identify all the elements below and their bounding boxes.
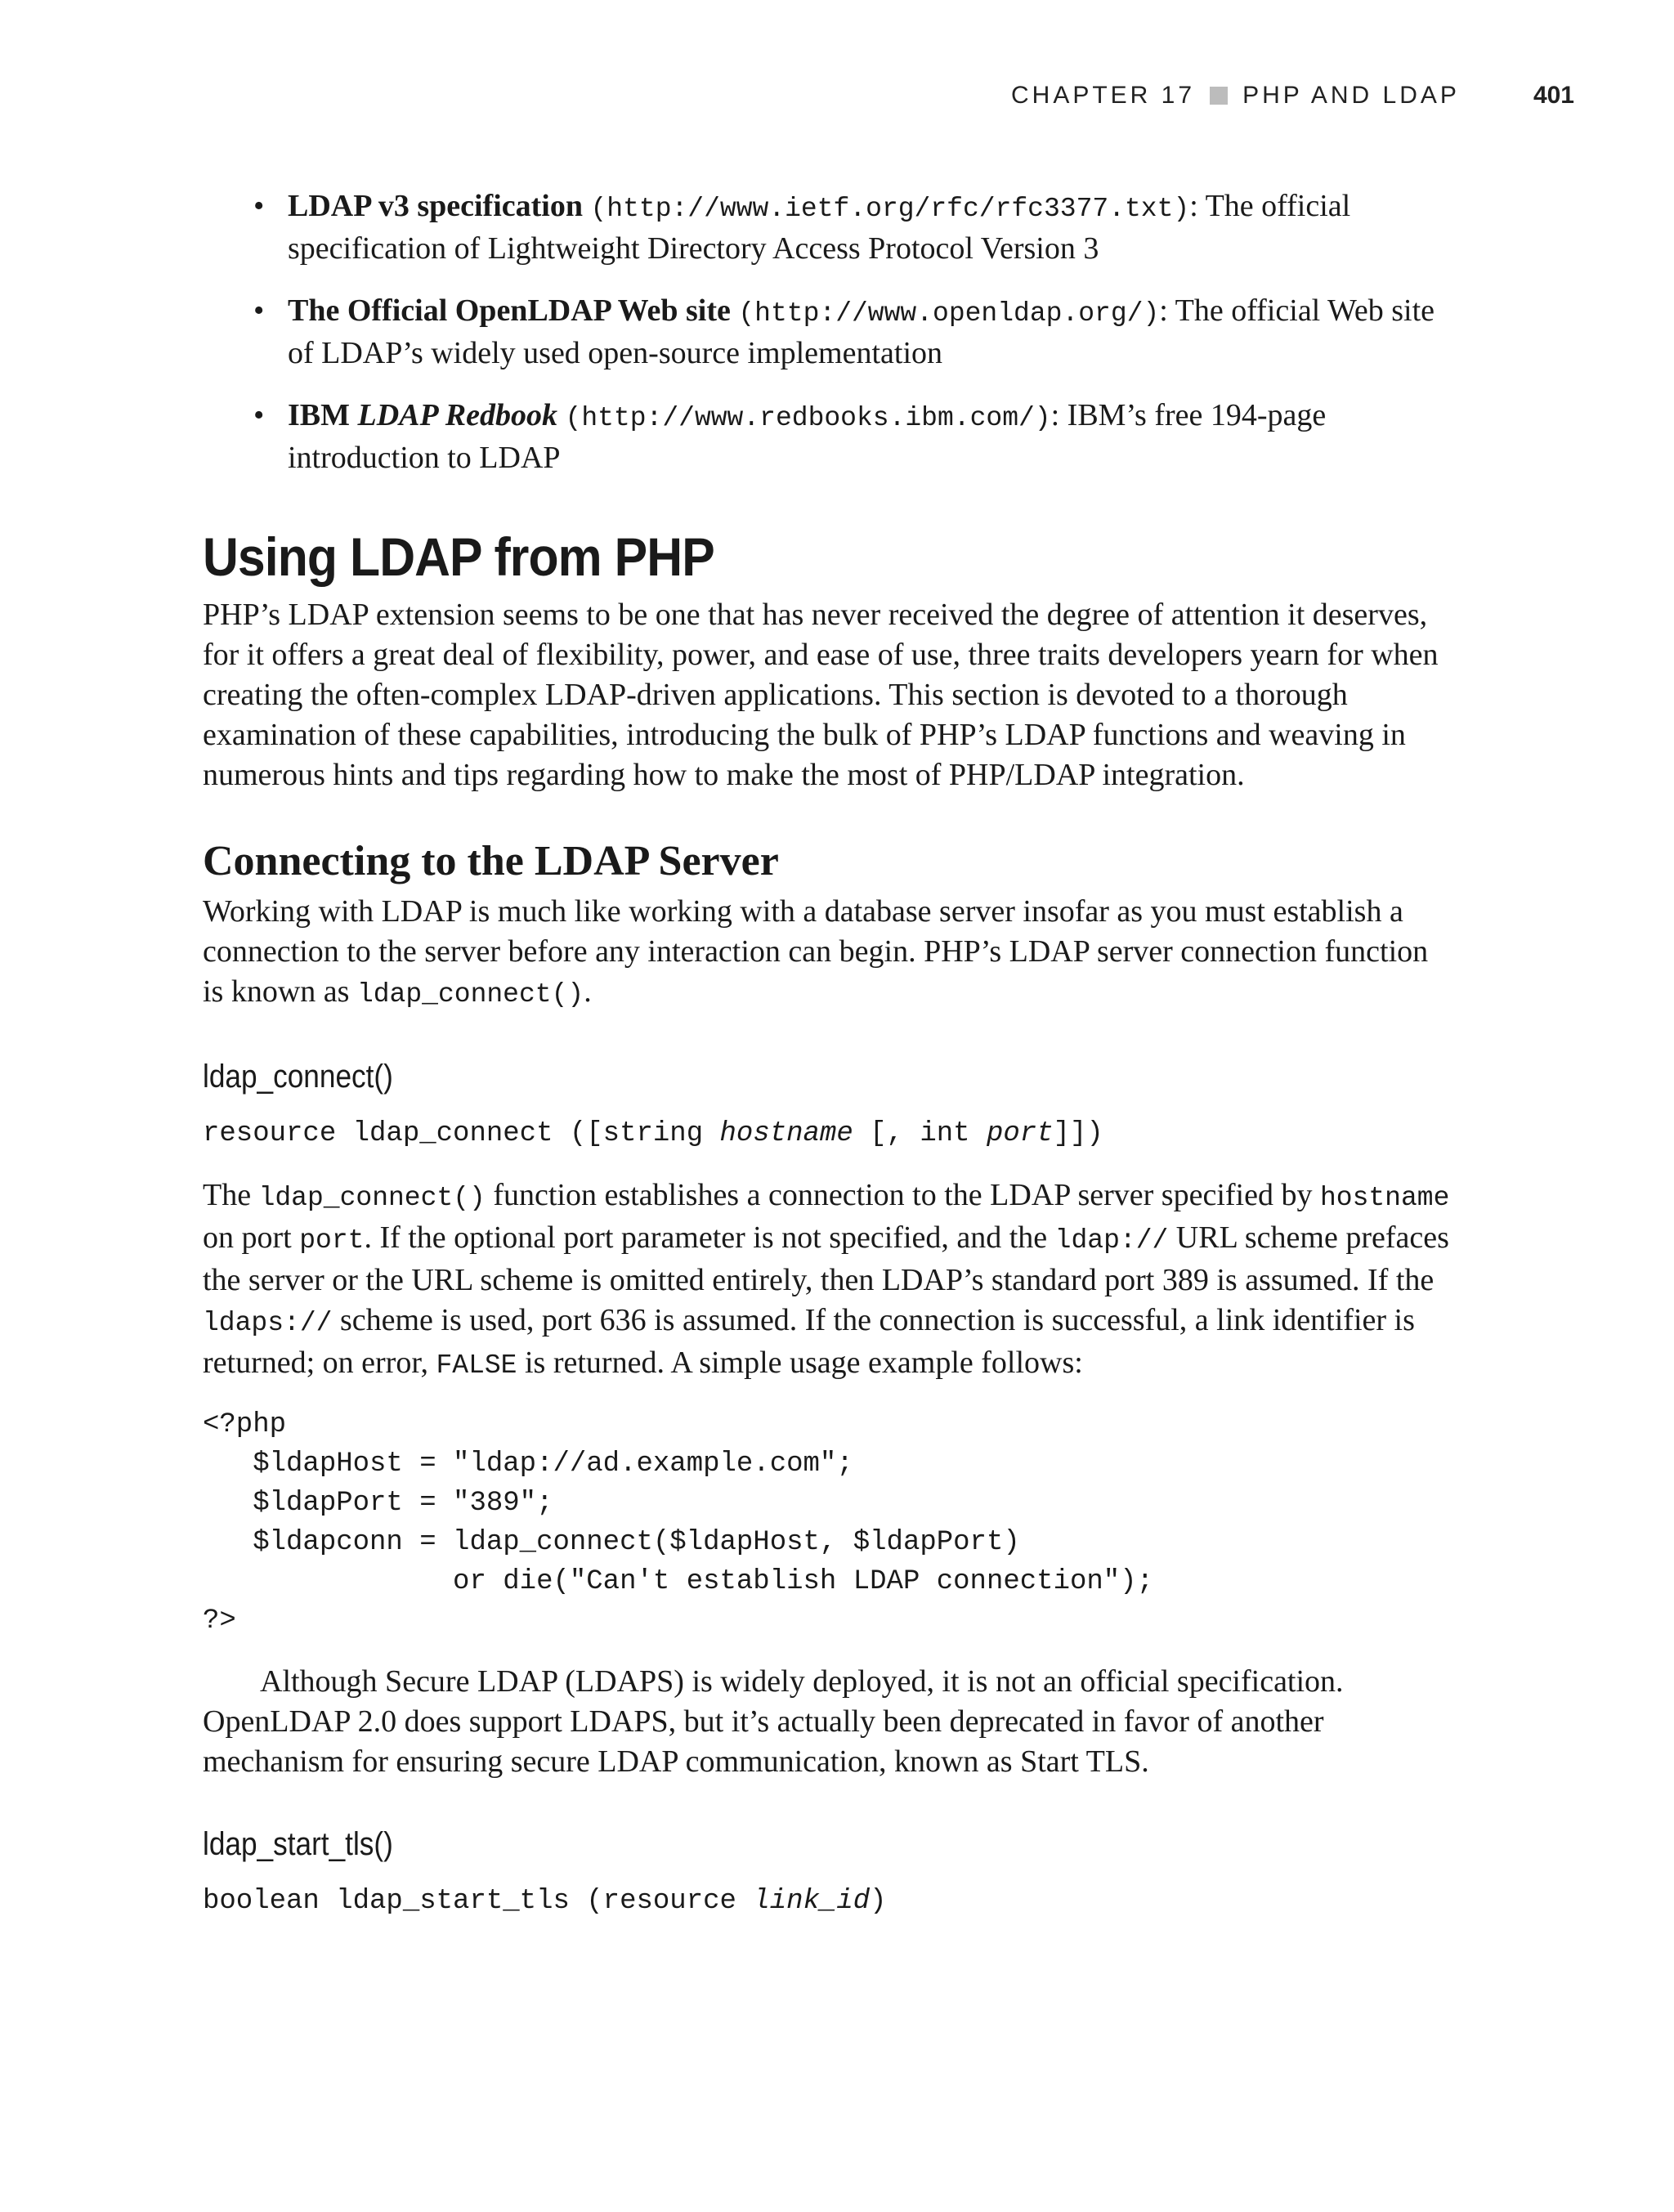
function-heading-ldap-start-tls: ldap_start_tls()	[203, 1825, 393, 1862]
page-number: 401	[1533, 82, 1574, 109]
header-separator-square	[1210, 87, 1228, 105]
function-heading-ldap-connect: ldap_connect()	[203, 1058, 393, 1095]
function-description: The ldap_connect() function establishes a connection to the LDAP server specified by hostname on port port. If the optional port parameter is not specified, and the ldap:// URL scheme prefaces the server or the URL scheme is omitted entirely, then LDAP’s standard port 389 is assumed. If the ldaps:// scheme is used, port 636 is assumed. If the connection is successful, a link identifier is returned; on error, FALSE is returned. A simple usage example follows:	[203, 1177, 1450, 1381]
running-header	[1011, 82, 1574, 110]
list-item	[203, 396, 1455, 478]
reference-url: (http://www.redbooks.ibm.com/)	[565, 403, 1051, 433]
section-intro: PHP’s LDAP extension seems to be one that has never received the degree of attention it deserves, for it offers a great deal of flexibility, power, and ease of use, three traits developers yearn for when creating the often-complex LDAP-driven applications. This section is devoted to a thorough examination of these capabilities, introducing the bulk of PHP’s LDAP functions and weaving in numerous hints and tips regarding how to make the most of PHP/LDAP integration.	[203, 597, 1439, 792]
list-item	[203, 186, 1455, 269]
bullet-icon: •	[253, 293, 265, 328]
subsection-text: Working with LDAP is much like working with a database server insofar as you must establish a connection to the server before any interaction can begin. PHP’s LDAP server connection function is known as ldap_connect().	[203, 893, 1429, 1010]
reference-title-prefix: IBM	[288, 398, 358, 432]
section-heading: Using LDAP from PHP	[203, 526, 714, 587]
bullet-icon: •	[253, 189, 265, 223]
chapter-title: PHP AND LDAP	[1242, 82, 1460, 109]
reference-title: The Official OpenLDAP Web site	[288, 293, 731, 328]
function-signature-ldap-connect: resource ldap_connect ([string hostname [, int port]])	[203, 1117, 1103, 1149]
reference-description: : IBM’s free 194-page introduction to LDAP	[288, 398, 1327, 475]
function-signature-ldap-start-tls: boolean ldap_start_tls (resource link_id)	[203, 1885, 887, 1917]
reference-title-italic: LDAP Redbook	[357, 398, 558, 432]
reference-list	[203, 186, 1455, 478]
note-paragraph: Although Secure LDAP (LDAPS) is widely deployed, it is not an official specification. OpenLDAP 2.0 does support LDAPS, but it’s actually been deprecated in favor of another mechanism for ensuring secure LDAP communication, known as Start TLS.	[203, 1663, 1344, 1779]
subsection-heading: Connecting to the LDAP Server	[203, 837, 779, 884]
reference-title: LDAP v3 specification	[288, 189, 583, 223]
reference-description: : The official specification of Lightweight Directory Access Protocol Version 3	[288, 189, 1351, 266]
reference-url: (http://www.openldap.org/)	[738, 298, 1160, 329]
list-item	[203, 291, 1455, 374]
code-example: <?php $ldapHost = "ldap://ad.example.com"; $ldapPort = "389"; $ldapconn = ldap_connect($ldapHost, $ldapPort) or die("Can't establish LDAP connection"); ?>	[203, 1408, 1153, 1637]
reference-url: (http://www.ietf.org/rfc/rfc3377.txt)	[590, 194, 1190, 224]
chapter-label: CHAPTER 17	[1011, 82, 1196, 109]
bullet-icon: •	[253, 398, 265, 432]
page-content	[203, 186, 1455, 1943]
inline-code: ldap_connect()	[356, 978, 584, 1010]
reference-description: : The official Web site of LDAP’s widely used open-source implementation	[288, 293, 1435, 370]
